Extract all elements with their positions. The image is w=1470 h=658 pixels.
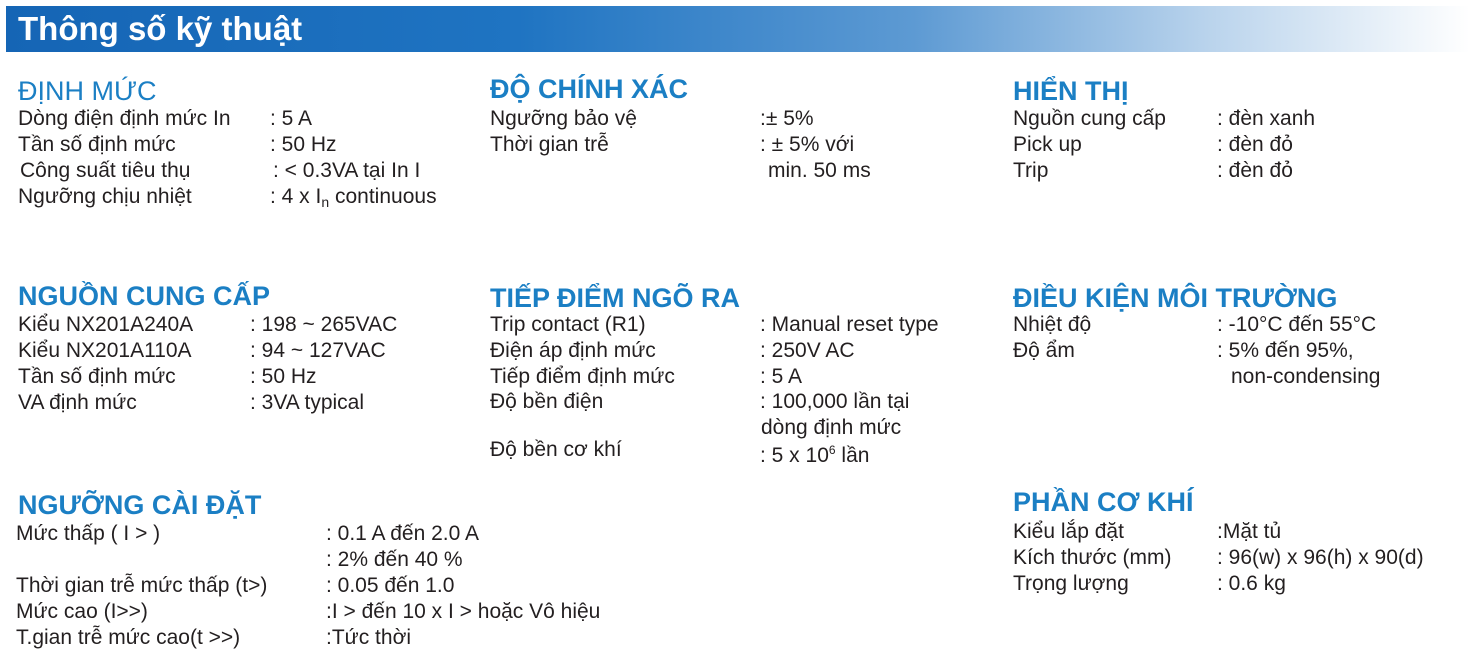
- spec-label: Kiểu NX201A110A: [18, 339, 192, 362]
- section-title: NGUỒN CUNG CẤP: [18, 281, 271, 311]
- spec-label: Pick up: [1013, 133, 1082, 156]
- spec-value: : 0.05 đến 1.0: [326, 574, 455, 597]
- spec-value-continued: non-condensing: [1231, 365, 1381, 388]
- section-title: ĐỘ CHÍNH XÁC: [490, 74, 689, 104]
- spec-value: : 2% đến 40 %: [326, 548, 463, 571]
- spec-value: : 94 ~ 127VAC: [250, 339, 386, 362]
- spec-value: : 0.1 A đến 2.0 A: [326, 522, 479, 545]
- spec-label: Điện áp định mức: [490, 339, 656, 362]
- spec-label: Kích thước (mm): [1013, 546, 1172, 569]
- spec-label: Tần số định mức: [18, 365, 176, 388]
- spec-label: Nhiệt độ: [1013, 313, 1092, 336]
- spec-label: Độ bền cơ khí: [490, 438, 622, 461]
- spec-label: VA định mức: [18, 391, 137, 414]
- spec-value: : -10°C đến 55°C: [1217, 313, 1377, 336]
- spec-value: : 5 x $10^6$ lần: [760, 443, 870, 467]
- spec-label: Thời gian trễ mức thấp (t>): [16, 574, 268, 597]
- spec-value: :Tức thời: [326, 626, 412, 649]
- spec-label: Mức cao (I>>): [16, 600, 148, 623]
- section-dinh-muc: [18, 76, 468, 216]
- spec-label: Trọng lượng: [1013, 572, 1129, 595]
- spec-label: Tần số định mức: [18, 133, 176, 156]
- spec-value: : 50 Hz: [250, 365, 317, 388]
- spec-value: : 100,000 lần tại: [760, 390, 910, 413]
- page-title: Thông số kỹ thuật: [18, 10, 303, 47]
- spec-value: : 96(w) x 96(h) x 90(d): [1217, 546, 1424, 569]
- spec-label: Ngưỡng chịu nhiệt: [18, 185, 192, 208]
- spec-label: Tiếp điểm định mức: [490, 365, 675, 388]
- spec-value: : 50 Hz: [270, 133, 337, 156]
- spec-label: T.gian trễ mức cao(t >>): [16, 626, 241, 649]
- spec-label: Mức thấp ( I > ): [16, 522, 161, 545]
- section-do-chinh-xac: [490, 74, 930, 194]
- spec-label: Dòng điện định mức In: [18, 107, 231, 130]
- spec-value: :I > đến 10 x I > hoặc Vô hiệu: [326, 600, 601, 623]
- section-title: TIẾP ĐIỂM NGÕ RA: [490, 283, 741, 313]
- section-title: HIỂN THỊ: [1013, 76, 1129, 106]
- spec-value: : 5% đến 95%,: [1217, 339, 1354, 362]
- spec-value: : 198 ~ 265VAC: [250, 313, 398, 336]
- section-dieu-kien-moi-truong: [1013, 283, 1453, 403]
- section-nguong-cai-dat: [16, 490, 636, 655]
- section-nguon-cung-cap: [18, 281, 458, 421]
- spec-value: : 4 x $I_n$ continuous: [270, 185, 437, 210]
- spec-value: : ± 5% với: [760, 133, 855, 156]
- section-title: NGƯỠNG CÀI ĐẶT: [18, 490, 262, 520]
- spec-value-continued: min. 50 ms: [768, 159, 871, 182]
- spec-label: Nguồn cung cấp: [1013, 107, 1166, 130]
- section-title: PHẦN CƠ KHÍ: [1013, 487, 1194, 517]
- spec-value: : 5 A: [760, 365, 803, 388]
- spec-label: Độ ẩm: [1013, 339, 1075, 362]
- spec-label: Công suất tiêu thụ: [20, 159, 191, 182]
- spec-value: :± 5%: [760, 107, 814, 130]
- spec-label: Trip: [1013, 159, 1049, 182]
- spec-label: Kiểu lắp đặt: [1013, 520, 1124, 543]
- section-tiep-diem-ngo-ra: [490, 283, 960, 473]
- section-title: ĐỊNH MỨC: [18, 76, 157, 106]
- spec-label: Độ bền điện: [490, 390, 604, 413]
- spec-label: Trip contact (R1): [490, 313, 646, 336]
- section-hien-thi: [1013, 76, 1433, 196]
- section-title: ĐIỀU KIỆN MÔI TRƯỜNG: [1013, 283, 1338, 313]
- spec-value: : đèn đỏ: [1217, 133, 1293, 156]
- spec-value: : Manual reset type: [760, 313, 939, 336]
- spec-value: :Mặt tủ: [1217, 520, 1282, 543]
- header-banner: [6, 6, 1470, 52]
- subscript: n: [321, 194, 330, 210]
- spec-value-continued: dòng định mức: [761, 416, 902, 439]
- spec-value: : đèn xanh: [1217, 107, 1316, 130]
- superscript: 6: [828, 443, 836, 457]
- spec-value: : 5 A: [270, 107, 313, 130]
- spec-label: Thời gian trễ: [490, 133, 609, 156]
- spec-value: : 250V AC: [760, 339, 855, 362]
- section-phan-co-khi: [1013, 487, 1463, 607]
- spec-label: Ngưỡng bảo vệ: [490, 107, 637, 130]
- spec-value: : 3VA typical: [250, 391, 365, 414]
- spec-value: : < 0.3VA tại In I: [273, 159, 421, 182]
- spec-value: : 0.6 kg: [1217, 572, 1286, 595]
- spec-value: : đèn đỏ: [1217, 159, 1293, 182]
- spec-label: Kiểu NX201A240A: [18, 313, 194, 336]
